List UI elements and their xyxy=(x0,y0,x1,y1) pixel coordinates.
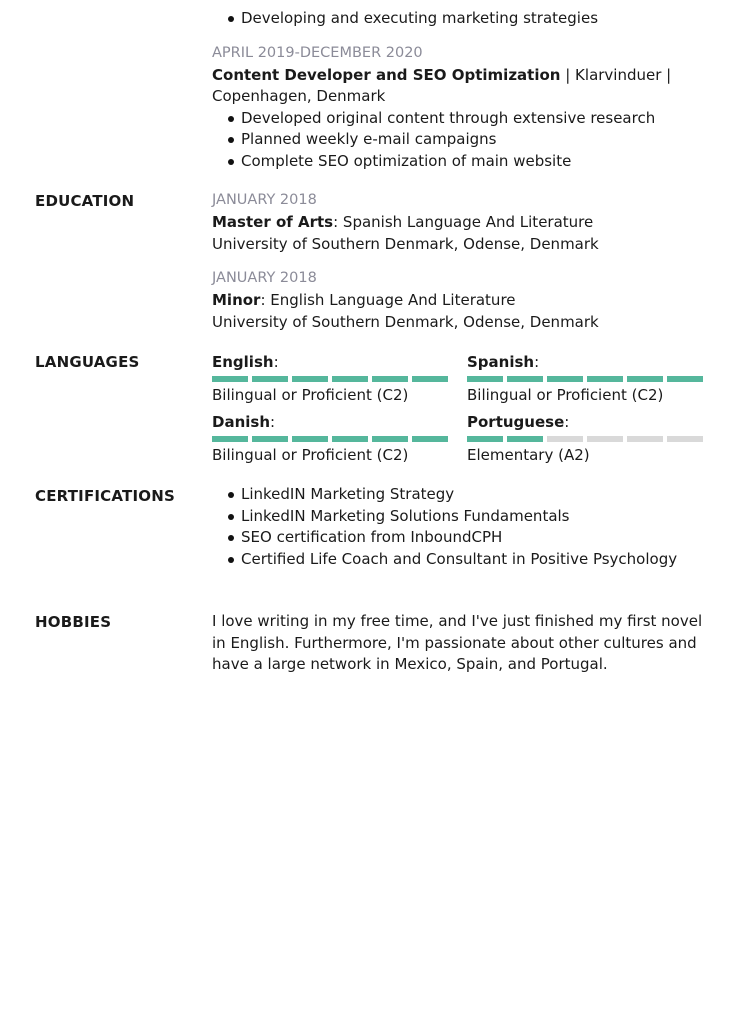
proficiency-bar xyxy=(212,376,448,382)
education-school: University of Southern Denmark, Odense, Denmark xyxy=(212,312,599,331)
list-item: Complete SEO optimization of main website xyxy=(241,151,712,173)
job-location: Copenhagen, Denmark xyxy=(212,87,386,105)
language-colon: : xyxy=(534,353,540,371)
certifications-section xyxy=(212,484,712,570)
proficiency-segment-filled xyxy=(667,376,703,382)
list-item: Developed original content through extensive research xyxy=(241,108,712,130)
education-school: University of Southern Denmark, Odense, Denmark xyxy=(212,234,599,253)
job-title: Content Developer and SEO Optimization xyxy=(212,65,561,84)
education-date: JANUARY 2018 xyxy=(212,270,317,286)
bullet-list xyxy=(212,108,712,173)
bullet-list xyxy=(212,8,712,30)
proficiency-segment-filled xyxy=(507,436,543,442)
language-spanish xyxy=(467,352,703,405)
language-colon: : xyxy=(273,353,279,371)
list-item: LinkedIN Marketing Solutions Fundamentals xyxy=(241,506,712,528)
language-level: Bilingual or Proficient (C2) xyxy=(212,386,409,404)
language-name: Portuguese xyxy=(467,413,565,431)
language-colon: : xyxy=(270,413,276,431)
proficiency-segment-filled xyxy=(547,376,583,382)
list-item: LinkedIN Marketing Strategy xyxy=(241,484,712,506)
list-item: Developing and executing marketing strategies xyxy=(241,8,712,30)
proficiency-bar xyxy=(467,436,703,442)
education-heading: EDUCATION xyxy=(35,192,135,210)
language-portuguese xyxy=(467,412,703,465)
language-name: Spanish xyxy=(467,353,535,371)
job-date: APRIL 2019-DECEMBER 2020 xyxy=(212,44,423,61)
education-degree: Master of Arts xyxy=(212,213,334,231)
experience-section xyxy=(212,8,712,172)
language-colon: : xyxy=(564,413,570,431)
education-field: : Spanish Language And Literature xyxy=(333,213,594,231)
proficiency-segment-filled xyxy=(252,436,288,442)
education-field: : English Language And Literature xyxy=(260,291,516,309)
language-english xyxy=(212,352,448,405)
proficiency-segment-filled xyxy=(587,376,623,382)
language-name: Danish xyxy=(212,413,271,431)
proficiency-segment-filled xyxy=(507,376,543,382)
hobbies-section xyxy=(212,611,712,676)
proficiency-segment-filled xyxy=(292,436,328,442)
language-name: English xyxy=(212,353,274,371)
proficiency-segment-filled xyxy=(412,436,448,442)
bullet-list xyxy=(212,484,712,570)
language-level: Bilingual or Proficient (C2) xyxy=(212,446,409,464)
education-degree-line xyxy=(212,290,712,312)
proficiency-segment-empty xyxy=(587,436,623,442)
job-title-line xyxy=(212,65,712,87)
proficiency-segment-filled xyxy=(292,376,328,382)
proficiency-segment-filled xyxy=(332,376,368,382)
proficiency-segment-filled xyxy=(467,436,503,442)
languages-heading: LANGUAGES xyxy=(35,353,140,371)
education-degree: Minor xyxy=(212,291,261,309)
proficiency-segment-empty xyxy=(547,436,583,442)
proficiency-bar xyxy=(467,376,703,382)
list-item: Certified Life Coach and Consultant in Positive Psychology xyxy=(241,549,712,571)
proficiency-segment-filled xyxy=(332,436,368,442)
list-item: Planned weekly e-mail campaigns xyxy=(241,129,712,151)
proficiency-segment-filled xyxy=(372,436,408,442)
language-level: Bilingual or Proficient (C2) xyxy=(467,386,664,404)
proficiency-segment-empty xyxy=(667,436,703,442)
language-level: Elementary (A2) xyxy=(467,446,590,464)
hobbies-text: I love writing in my free time, and I've just finished my first novel in English. Furthermore, I'm passionate about other cultures and have a large network in Mexico, Spain, and Portugal. xyxy=(212,612,703,673)
proficiency-segment-empty xyxy=(627,436,663,442)
proficiency-segment-filled xyxy=(467,376,503,382)
certifications-heading: CERTIFICATIONS xyxy=(35,487,175,505)
proficiency-segment-filled xyxy=(212,436,248,442)
education-degree-line xyxy=(212,212,712,234)
proficiency-bar xyxy=(212,436,448,442)
list-item: SEO certification from InboundCPH xyxy=(241,527,712,549)
proficiency-segment-filled xyxy=(252,376,288,382)
job-company: | Klarvinduer | xyxy=(560,65,672,84)
proficiency-segment-filled xyxy=(372,376,408,382)
language-danish xyxy=(212,412,448,465)
hobbies-heading: HOBBIES xyxy=(35,613,112,631)
education-date: JANUARY 2018 xyxy=(212,192,317,208)
proficiency-segment-filled xyxy=(212,376,248,382)
education-section xyxy=(212,190,712,333)
proficiency-segment-filled xyxy=(412,376,448,382)
proficiency-segment-filled xyxy=(627,376,663,382)
